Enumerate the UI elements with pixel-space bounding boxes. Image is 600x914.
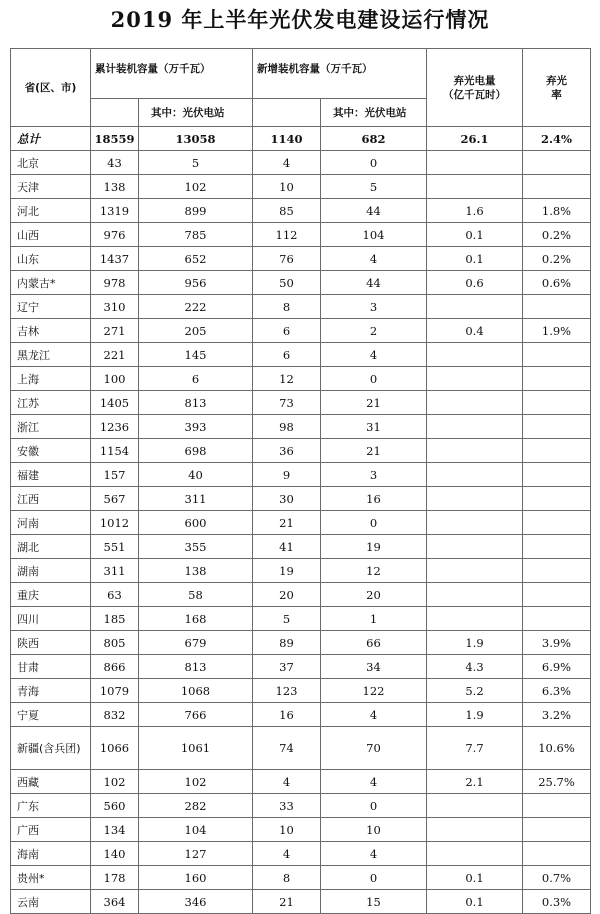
cumulative-cell: 1066 — [91, 727, 139, 770]
table-row — [11, 439, 591, 463]
curtail-amount-cell — [427, 367, 523, 391]
cumulative-cell: 364 — [91, 890, 139, 914]
curtail-rate-cell — [523, 343, 591, 367]
cumulative-station-cell: 40 — [139, 463, 253, 487]
curtail-rate-cell: 6.9% — [523, 655, 591, 679]
cumulative-cell: 805 — [91, 631, 139, 655]
new-station-cell: 21 — [321, 439, 427, 463]
cumulative-cell: 1405 — [91, 391, 139, 415]
curtail-amount-cell — [427, 463, 523, 487]
province-name: 山西 — [11, 223, 91, 247]
new-cell: 21 — [253, 890, 321, 914]
cumulative-cell: 271 — [91, 319, 139, 343]
province-name: 福建 — [11, 463, 91, 487]
new-station-cell: 0 — [321, 511, 427, 535]
curtail-amount-cell — [427, 175, 523, 199]
province-name: 青海 — [11, 679, 91, 703]
cumulative-cell: 311 — [91, 559, 139, 583]
curtail-amount-cell: 5.2 — [427, 679, 523, 703]
table-row — [11, 271, 591, 295]
new-station-cell: 0 — [321, 794, 427, 818]
province-name: 北京 — [11, 151, 91, 175]
cumulative-cell: 221 — [91, 343, 139, 367]
header-curtail-rate — [523, 49, 591, 127]
cumulative-cell: 1319 — [91, 199, 139, 223]
cumulative-station-cell: 58 — [139, 583, 253, 607]
table-row — [11, 487, 591, 511]
new-station-cell: 0 — [321, 367, 427, 391]
province-name: 河南 — [11, 511, 91, 535]
cumulative-station-cell: 1061 — [139, 727, 253, 770]
province-name: 贵州* — [11, 866, 91, 890]
new-station-cell: 21 — [321, 391, 427, 415]
curtail-rate-cell — [523, 583, 591, 607]
cumulative-station-cell: 679 — [139, 631, 253, 655]
cumulative-station-cell: 127 — [139, 842, 253, 866]
curtail-rate-cell: 0.7% — [523, 866, 591, 890]
province-name: 甘肃 — [11, 655, 91, 679]
cumulative-cell: 185 — [91, 607, 139, 631]
new-station-cell: 4 — [321, 842, 427, 866]
new-station-cell: 0 — [321, 151, 427, 175]
cumulative-station-cell: 104 — [139, 818, 253, 842]
cumulative-cell: 832 — [91, 703, 139, 727]
curtail-rate-cell — [523, 559, 591, 583]
cumulative-cell: 976 — [91, 223, 139, 247]
new-station-cell: 15 — [321, 890, 427, 914]
curtail-rate-cell: 10.6% — [523, 727, 591, 770]
new-station-cell: 34 — [321, 655, 427, 679]
new-station-cell: 44 — [321, 199, 427, 223]
cumulative-station-cell: 355 — [139, 535, 253, 559]
new-cell: 8 — [253, 866, 321, 890]
cumulative-station-cell: 1068 — [139, 679, 253, 703]
curtail-amount-cell — [427, 415, 523, 439]
curtail-amount-cell — [427, 295, 523, 319]
header-cumulative-station: 其中：光伏电站 — [139, 99, 253, 127]
curtail-amount-cell — [427, 818, 523, 842]
curtail-amount-cell — [427, 511, 523, 535]
curtail-rate-cell — [523, 794, 591, 818]
new-cell: 37 — [253, 655, 321, 679]
header-curtail-rate-line2: 率 — [551, 88, 562, 101]
curtail-rate-cell — [523, 295, 591, 319]
curtail-amount-cell: 1.6 — [427, 199, 523, 223]
new-cell: 41 — [253, 535, 321, 559]
table-row — [11, 583, 591, 607]
header-cumulative-blank — [91, 99, 139, 127]
province-name: 宁夏 — [11, 703, 91, 727]
table-row — [11, 703, 591, 727]
new-station-cell: 31 — [321, 415, 427, 439]
new-station-cell: 20 — [321, 583, 427, 607]
header-new: 新增装机容量（万千瓦） — [253, 49, 427, 99]
curtail-amount-cell — [427, 439, 523, 463]
table-row — [11, 607, 591, 631]
table-row — [11, 391, 591, 415]
curtail-rate-cell — [523, 842, 591, 866]
new-cell: 98 — [253, 415, 321, 439]
cumulative-cell: 100 — [91, 367, 139, 391]
curtail-rate-cell — [523, 391, 591, 415]
province-name: 吉林 — [11, 319, 91, 343]
cumulative-station-cell: 145 — [139, 343, 253, 367]
table-row — [11, 199, 591, 223]
pv-data-table — [10, 48, 591, 914]
total-label: 总计 — [11, 127, 91, 151]
curtail-rate-cell — [523, 535, 591, 559]
new-station-cell: 104 — [321, 223, 427, 247]
cumulative-cell: 134 — [91, 818, 139, 842]
cumulative-station-cell: 282 — [139, 794, 253, 818]
province-name: 江苏 — [11, 391, 91, 415]
table-row — [11, 866, 591, 890]
cumulative-station-cell: 600 — [139, 511, 253, 535]
curtail-amount-cell — [427, 343, 523, 367]
province-name: 黑龙江 — [11, 343, 91, 367]
new-cell: 10 — [253, 175, 321, 199]
province-name: 湖北 — [11, 535, 91, 559]
cumulative-cell: 102 — [91, 770, 139, 794]
new-station-cell: 4 — [321, 770, 427, 794]
curtail-amount-cell — [427, 151, 523, 175]
curtail-amount-cell: 1.9 — [427, 631, 523, 655]
cumulative-station-cell: 813 — [139, 655, 253, 679]
cumulative-cell: 157 — [91, 463, 139, 487]
province-name: 辽宁 — [11, 295, 91, 319]
cumulative-cell: 43 — [91, 151, 139, 175]
curtail-amount-cell: 1.9 — [427, 703, 523, 727]
table-row — [11, 727, 591, 770]
total-new: 1140 — [253, 127, 321, 151]
new-station-cell: 5 — [321, 175, 427, 199]
table-row — [11, 175, 591, 199]
province-name: 广东 — [11, 794, 91, 818]
header-new-blank — [253, 99, 321, 127]
cumulative-cell: 310 — [91, 295, 139, 319]
new-cell: 4 — [253, 151, 321, 175]
curtail-rate-cell: 3.2% — [523, 703, 591, 727]
total-cumulative-station: 13058 — [139, 127, 253, 151]
curtail-amount-cell: 0.4 — [427, 319, 523, 343]
cumulative-cell: 138 — [91, 175, 139, 199]
table-row — [11, 223, 591, 247]
table-row — [11, 631, 591, 655]
new-station-cell: 10 — [321, 818, 427, 842]
curtail-rate-cell: 1.9% — [523, 319, 591, 343]
curtail-rate-cell — [523, 487, 591, 511]
curtail-rate-cell — [523, 511, 591, 535]
new-cell: 20 — [253, 583, 321, 607]
curtail-rate-cell — [523, 415, 591, 439]
header-row-1 — [11, 49, 591, 99]
new-cell: 89 — [253, 631, 321, 655]
province-name: 广西 — [11, 818, 91, 842]
cumulative-station-cell: 899 — [139, 199, 253, 223]
new-station-cell: 70 — [321, 727, 427, 770]
cumulative-station-cell: 766 — [139, 703, 253, 727]
province-name: 浙江 — [11, 415, 91, 439]
new-station-cell: 16 — [321, 487, 427, 511]
new-cell: 5 — [253, 607, 321, 631]
province-name: 海南 — [11, 842, 91, 866]
table-row — [11, 679, 591, 703]
curtail-amount-cell: 0.1 — [427, 890, 523, 914]
total-curtail-rate: 2.4% — [523, 127, 591, 151]
new-cell: 123 — [253, 679, 321, 703]
new-cell: 8 — [253, 295, 321, 319]
cumulative-station-cell: 311 — [139, 487, 253, 511]
new-station-cell: 3 — [321, 295, 427, 319]
cumulative-cell: 1012 — [91, 511, 139, 535]
province-name: 云南 — [11, 890, 91, 914]
cumulative-cell: 560 — [91, 794, 139, 818]
cumulative-cell: 551 — [91, 535, 139, 559]
cumulative-station-cell: 205 — [139, 319, 253, 343]
curtail-amount-cell: 0.1 — [427, 223, 523, 247]
new-cell: 12 — [253, 367, 321, 391]
header-curtail-amount-line1: 弃光电量 — [453, 74, 496, 87]
new-cell: 6 — [253, 343, 321, 367]
cumulative-station-cell: 102 — [139, 175, 253, 199]
curtail-rate-cell: 0.3% — [523, 890, 591, 914]
curtail-rate-cell: 0.2% — [523, 247, 591, 271]
province-name: 陕西 — [11, 631, 91, 655]
curtail-rate-cell — [523, 151, 591, 175]
province-name: 河北 — [11, 199, 91, 223]
cumulative-cell: 63 — [91, 583, 139, 607]
cumulative-cell: 1236 — [91, 415, 139, 439]
cumulative-station-cell: 102 — [139, 770, 253, 794]
curtail-amount-cell: 2.1 — [427, 770, 523, 794]
curtail-rate-cell — [523, 818, 591, 842]
new-cell: 73 — [253, 391, 321, 415]
curtail-amount-cell — [427, 607, 523, 631]
new-station-cell: 1 — [321, 607, 427, 631]
province-name: 湖南 — [11, 559, 91, 583]
new-station-cell: 0 — [321, 866, 427, 890]
curtail-rate-cell: 0.2% — [523, 223, 591, 247]
table-row — [11, 559, 591, 583]
cumulative-cell: 1154 — [91, 439, 139, 463]
curtail-rate-cell — [523, 439, 591, 463]
province-name: 天津 — [11, 175, 91, 199]
header-province: 省(区、市) — [11, 49, 91, 127]
new-station-cell: 12 — [321, 559, 427, 583]
header-curtail-amount — [427, 49, 523, 127]
cumulative-station-cell: 393 — [139, 415, 253, 439]
table-row — [11, 415, 591, 439]
new-cell: 50 — [253, 271, 321, 295]
header-new-station: 其中：光伏电站 — [321, 99, 427, 127]
new-station-cell: 44 — [321, 271, 427, 295]
header-curtail-rate-line1: 弃光 — [546, 74, 567, 87]
province-name: 四川 — [11, 607, 91, 631]
province-name: 上海 — [11, 367, 91, 391]
table-row — [11, 535, 591, 559]
total-row — [11, 127, 591, 151]
curtail-amount-cell — [427, 391, 523, 415]
table-row — [11, 247, 591, 271]
curtail-amount-cell: 7.7 — [427, 727, 523, 770]
cumulative-station-cell: 785 — [139, 223, 253, 247]
cumulative-station-cell: 956 — [139, 271, 253, 295]
province-name: 新疆(含兵团) — [11, 727, 91, 770]
new-station-cell: 19 — [321, 535, 427, 559]
cumulative-cell: 567 — [91, 487, 139, 511]
cumulative-station-cell: 6 — [139, 367, 253, 391]
curtail-rate-cell: 1.8% — [523, 199, 591, 223]
province-name: 山东 — [11, 247, 91, 271]
new-station-cell: 4 — [321, 703, 427, 727]
curtail-rate-cell: 3.9% — [523, 631, 591, 655]
cumulative-cell: 178 — [91, 866, 139, 890]
new-station-cell: 122 — [321, 679, 427, 703]
curtail-amount-cell: 0.6 — [427, 271, 523, 295]
new-cell: 76 — [253, 247, 321, 271]
new-cell: 10 — [253, 818, 321, 842]
new-station-cell: 66 — [321, 631, 427, 655]
curtail-rate-cell — [523, 367, 591, 391]
new-cell: 21 — [253, 511, 321, 535]
new-cell: 36 — [253, 439, 321, 463]
table-row — [11, 818, 591, 842]
total-curtail-amount: 26.1 — [427, 127, 523, 151]
new-station-cell: 2 — [321, 319, 427, 343]
curtail-rate-cell — [523, 175, 591, 199]
new-cell: 16 — [253, 703, 321, 727]
curtail-amount-cell: 0.1 — [427, 247, 523, 271]
province-name: 江西 — [11, 487, 91, 511]
curtail-rate-cell: 0.6% — [523, 271, 591, 295]
curtail-rate-cell — [523, 463, 591, 487]
province-name: 内蒙古* — [11, 271, 91, 295]
cumulative-station-cell: 160 — [139, 866, 253, 890]
cumulative-station-cell: 138 — [139, 559, 253, 583]
cumulative-station-cell: 5 — [139, 151, 253, 175]
province-name: 安徽 — [11, 439, 91, 463]
header-cumulative: 累计装机容量（万千瓦） — [91, 49, 253, 99]
curtail-amount-cell — [427, 794, 523, 818]
table-row — [11, 770, 591, 794]
cumulative-cell: 978 — [91, 271, 139, 295]
cumulative-station-cell: 346 — [139, 890, 253, 914]
curtail-amount-cell — [427, 487, 523, 511]
new-cell: 85 — [253, 199, 321, 223]
new-station-cell: 3 — [321, 463, 427, 487]
cumulative-cell: 866 — [91, 655, 139, 679]
curtail-rate-cell: 25.7% — [523, 770, 591, 794]
table-row — [11, 295, 591, 319]
table-row — [11, 890, 591, 914]
total-new-station: 682 — [321, 127, 427, 151]
cumulative-cell: 1079 — [91, 679, 139, 703]
new-cell: 30 — [253, 487, 321, 511]
new-cell: 33 — [253, 794, 321, 818]
curtail-rate-cell: 6.3% — [523, 679, 591, 703]
cumulative-station-cell: 222 — [139, 295, 253, 319]
cumulative-cell: 140 — [91, 842, 139, 866]
new-station-cell: 4 — [321, 343, 427, 367]
new-cell: 19 — [253, 559, 321, 583]
table-row — [11, 343, 591, 367]
table-row — [11, 151, 591, 175]
header-curtail-amount-line2: （亿千瓦时） — [443, 88, 506, 101]
table-row — [11, 794, 591, 818]
curtail-rate-cell — [523, 607, 591, 631]
province-name: 西藏 — [11, 770, 91, 794]
new-cell: 112 — [253, 223, 321, 247]
page-title: 2019 年上半年光伏发电建设运行情况 — [110, 7, 490, 32]
curtail-amount-cell — [427, 842, 523, 866]
cumulative-station-cell: 813 — [139, 391, 253, 415]
table-row — [11, 463, 591, 487]
total-cumulative: 18559 — [91, 127, 139, 151]
cumulative-station-cell: 698 — [139, 439, 253, 463]
new-cell: 4 — [253, 842, 321, 866]
table-row — [11, 319, 591, 343]
table-row — [11, 655, 591, 679]
table-row — [11, 511, 591, 535]
new-station-cell: 4 — [321, 247, 427, 271]
cumulative-cell: 1437 — [91, 247, 139, 271]
new-cell: 74 — [253, 727, 321, 770]
cumulative-station-cell: 652 — [139, 247, 253, 271]
new-cell: 6 — [253, 319, 321, 343]
curtail-amount-cell — [427, 559, 523, 583]
new-cell: 4 — [253, 770, 321, 794]
table-row — [11, 842, 591, 866]
cumulative-station-cell: 168 — [139, 607, 253, 631]
curtail-amount-cell: 4.3 — [427, 655, 523, 679]
table-body — [11, 49, 591, 914]
curtail-amount-cell: 0.1 — [427, 866, 523, 890]
curtail-amount-cell — [427, 535, 523, 559]
province-name: 重庆 — [11, 583, 91, 607]
curtail-amount-cell — [427, 583, 523, 607]
table-row — [11, 367, 591, 391]
new-cell: 9 — [253, 463, 321, 487]
